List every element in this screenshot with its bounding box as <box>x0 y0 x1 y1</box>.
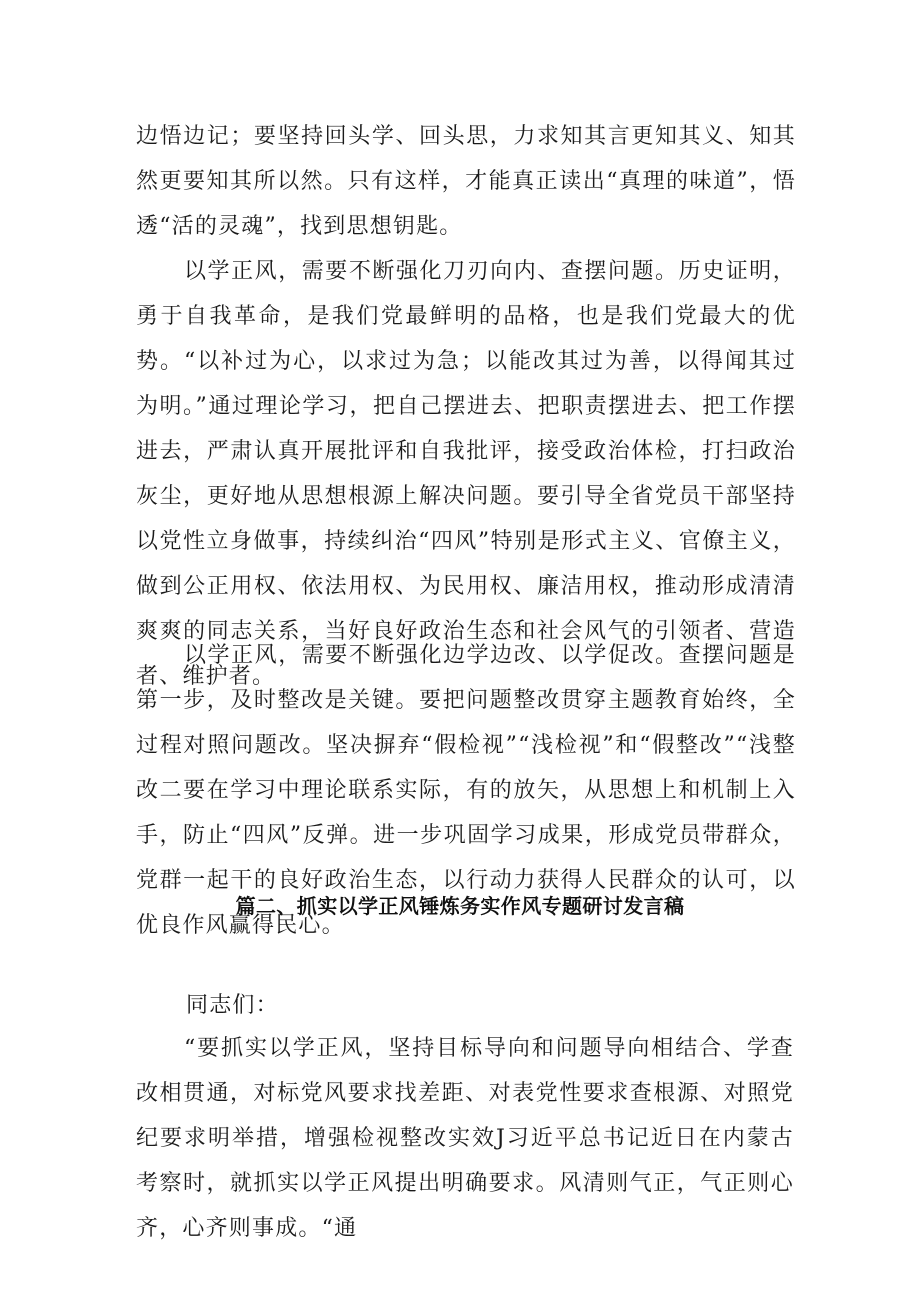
paragraph-self-revolution: 以学正风，需要不断强化刀刃向内、查摆问题。历史证明，勇于自我革命，是我们党最鲜明的品格，也是我们党最大的优势。“以补过为心，以求过为急；以能改其过为善，以得闻其过为明。”通过理论学习，把自己摆进去、把职责摆进去、把工作摆进去，严肃认真开展批评和自我批评，接受政治体检，打扫政治灰尘，更好地从思想根源上解决问题。要引导全省党员干部坚持以党性立身做事，持续纠治“四风”特别是形式主义、官僚主义，做到公正用权、依法用权、为民用权、廉洁用权，推动形成清清爽爽的同志关系，当好良好政治生态和社会风气的引领者、营造者、维护者。 <box>136 259 796 689</box>
paragraph-rectification: 以学正风，需要不断强化边学边改、以学促改。查摆问题是第一步，及时整改是关键。要把问题整改贯穿主题教育始终，全过程对照问题改。坚决摒弃“假检视”“浅检视”和“假整改”“浅整改二要在学习中理论联系实际，有的放矢，从思想上和机制上入手，防止“四风”反弹。进一步巩固学习成果，形成党员带群众，党群一起干的良好政治生态，以行动力获得人民群众的认可，以优良作风赢得民心。 <box>136 643 796 938</box>
greeting: 同志们： <box>186 993 279 1018</box>
paragraph-speech-opening: “要抓实以学正风，坚持目标导向和问题导向相结合、学查改相贯通，对标党风要求找差距、对表党性要求查根源、对照党纪要求明举措，增强检视整改实效J习近平总书记近日在内蒙古考察时，就抓实以学正风提出明确要求。风清则气正，气正则心齐，心齐则事成。“通 <box>136 1036 794 1241</box>
section-heading: 篇二、抓实以学正风锤炼务实作风专题研讨发言稿 <box>235 894 685 918</box>
paragraph-continued: 边悟边记；要坚持回头学、回头思，力求知其言更知其义、知其然更要知其所以然。只有这样，才能真正读出“真理的味道”，悟透“活的灵魂”，找到思想钥匙。 <box>136 124 796 239</box>
